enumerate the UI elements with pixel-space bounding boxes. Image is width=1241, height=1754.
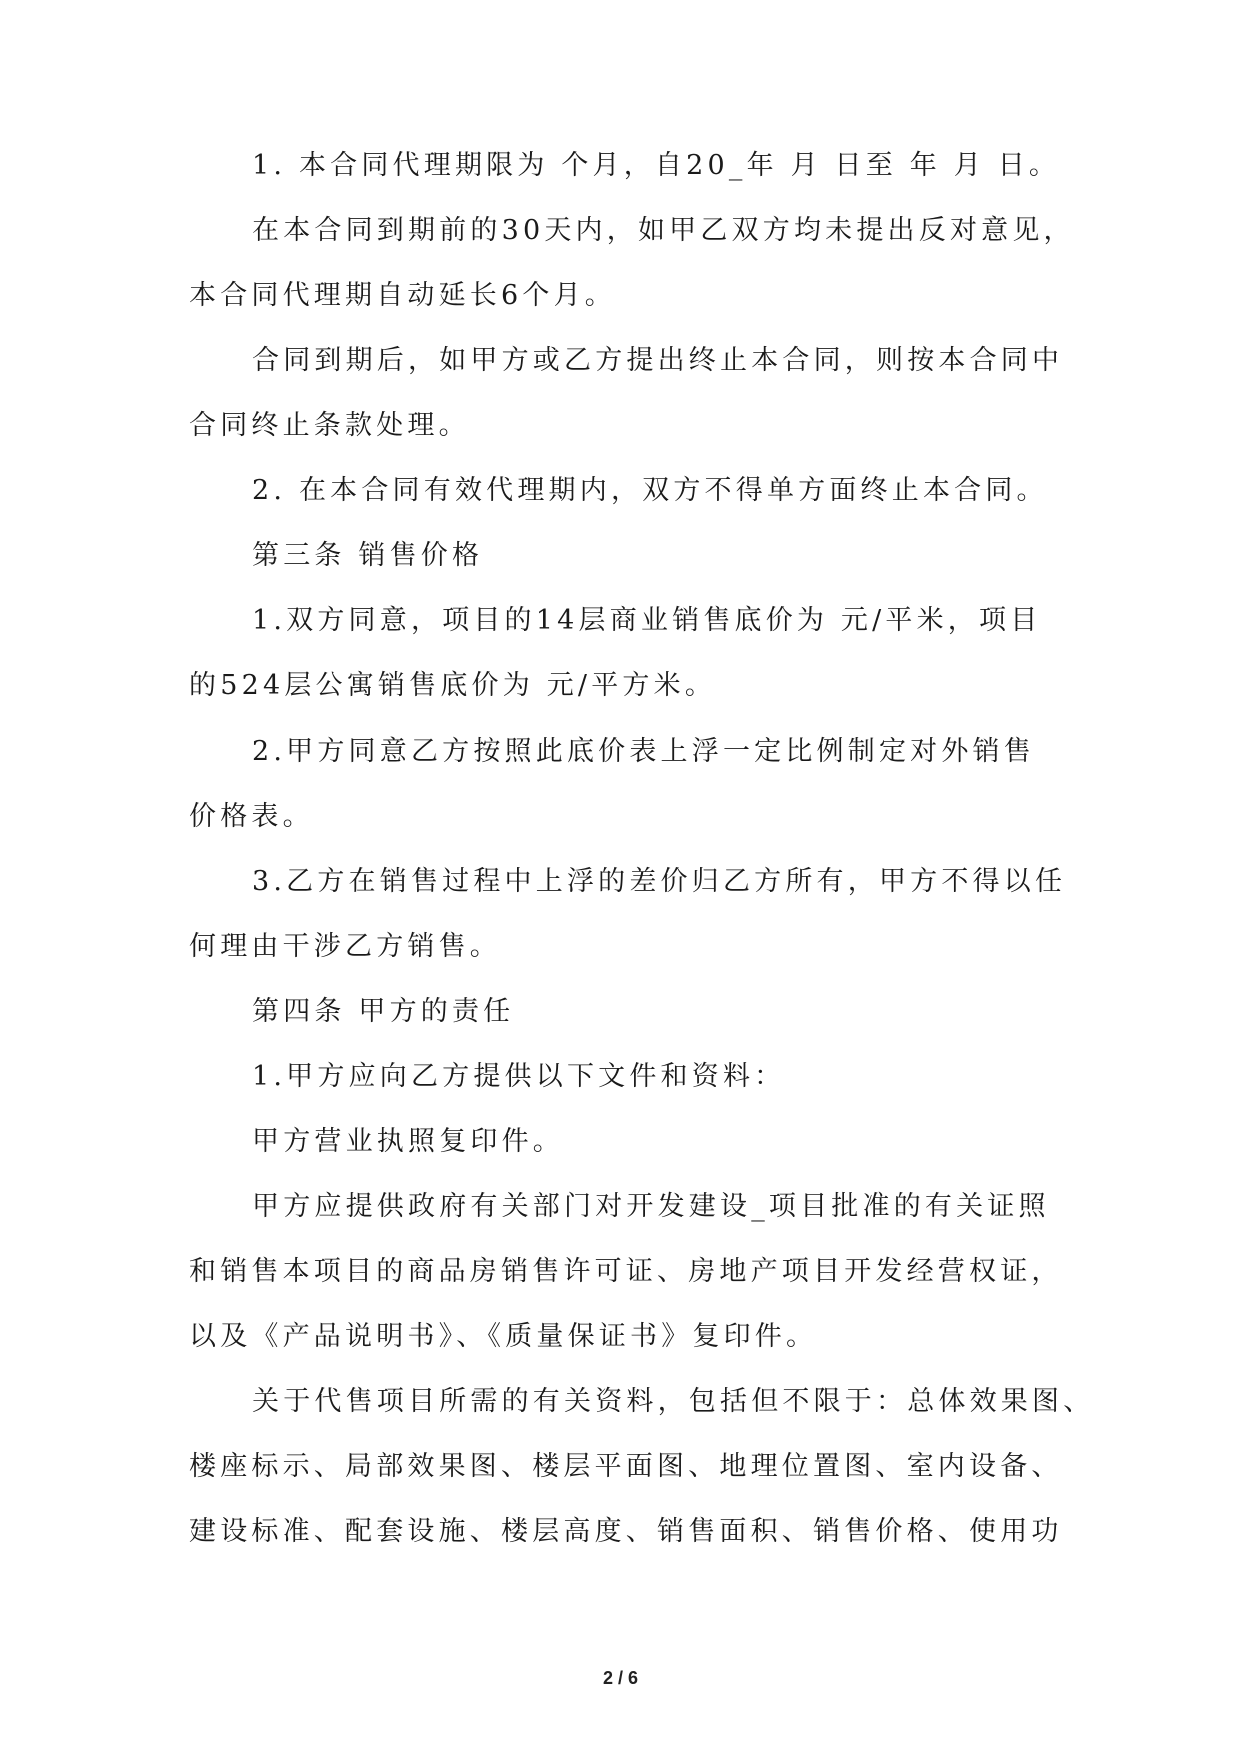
paragraph-line: 1. 本合同代理期限为 个月，自20_年 月 日至 年 月 日。 (252, 150, 1061, 181)
paragraph-line: 在本合同到期前的30天内，如甲乙双方均未提出反对意见， (252, 215, 1075, 246)
section-heading: 第四条 甲方的责任 (252, 996, 515, 1027)
paragraph-line: 甲方营业执照复印件。 (252, 1126, 564, 1157)
paragraph-line: 和销售本项目的商品房销售许可证、房地产项目开发经营权证， (189, 1256, 1063, 1287)
section-heading: 第三条 销售价格 (252, 540, 484, 571)
paragraph-line: 价格表。 (189, 801, 314, 832)
paragraph-line: 楼座标示、局部效果图、楼层平面图、地理位置图、室内设备、 (189, 1451, 1063, 1482)
paragraph-line: 甲方应提供政府有关部门对开发建设_项目批准的有关证照 (252, 1191, 1050, 1222)
paragraph-line: 合同终止条款处理。 (189, 410, 470, 441)
paragraph-line: 2.甲方同意乙方按照此底价表上浮一定比例制定对外销售 (252, 736, 1035, 767)
paragraph-line: 1.甲方应向乙方提供以下文件和资料： (252, 1061, 786, 1092)
paragraph-line: 以及《产品说明书》、《质量保证书》复印件。 (189, 1321, 818, 1352)
paragraph-line: 关于代售项目所需的有关资料，包括但不限于：总体效果图、 (252, 1386, 1095, 1417)
paragraph-line: 2. 在本合同有效代理期内，双方不得单方面终止本合同。 (252, 475, 1048, 506)
paragraph-line: 的524层公寓销售底价为 元/平方米。 (189, 670, 717, 701)
paragraph-line: 本合同代理期自动延长6个月。 (189, 280, 616, 311)
paragraph-line: 1.双方同意，项目的14层商业销售底价为 元/平米，项目 (252, 605, 1042, 636)
paragraph-line: 建设标准、配套设施、楼层高度、销售面积、销售价格、使用功 (189, 1516, 1063, 1547)
paragraph-line: 3.乙方在销售过程中上浮的差价归乙方所有，甲方不得以任 (252, 866, 1067, 897)
paragraph-line: 何理由干涉乙方销售。 (189, 931, 501, 962)
paragraph-line: 合同到期后，如甲方或乙方提出终止本合同，则按本合同中 (252, 345, 1064, 376)
page-number: 2 / 6 (602, 1668, 639, 1688)
